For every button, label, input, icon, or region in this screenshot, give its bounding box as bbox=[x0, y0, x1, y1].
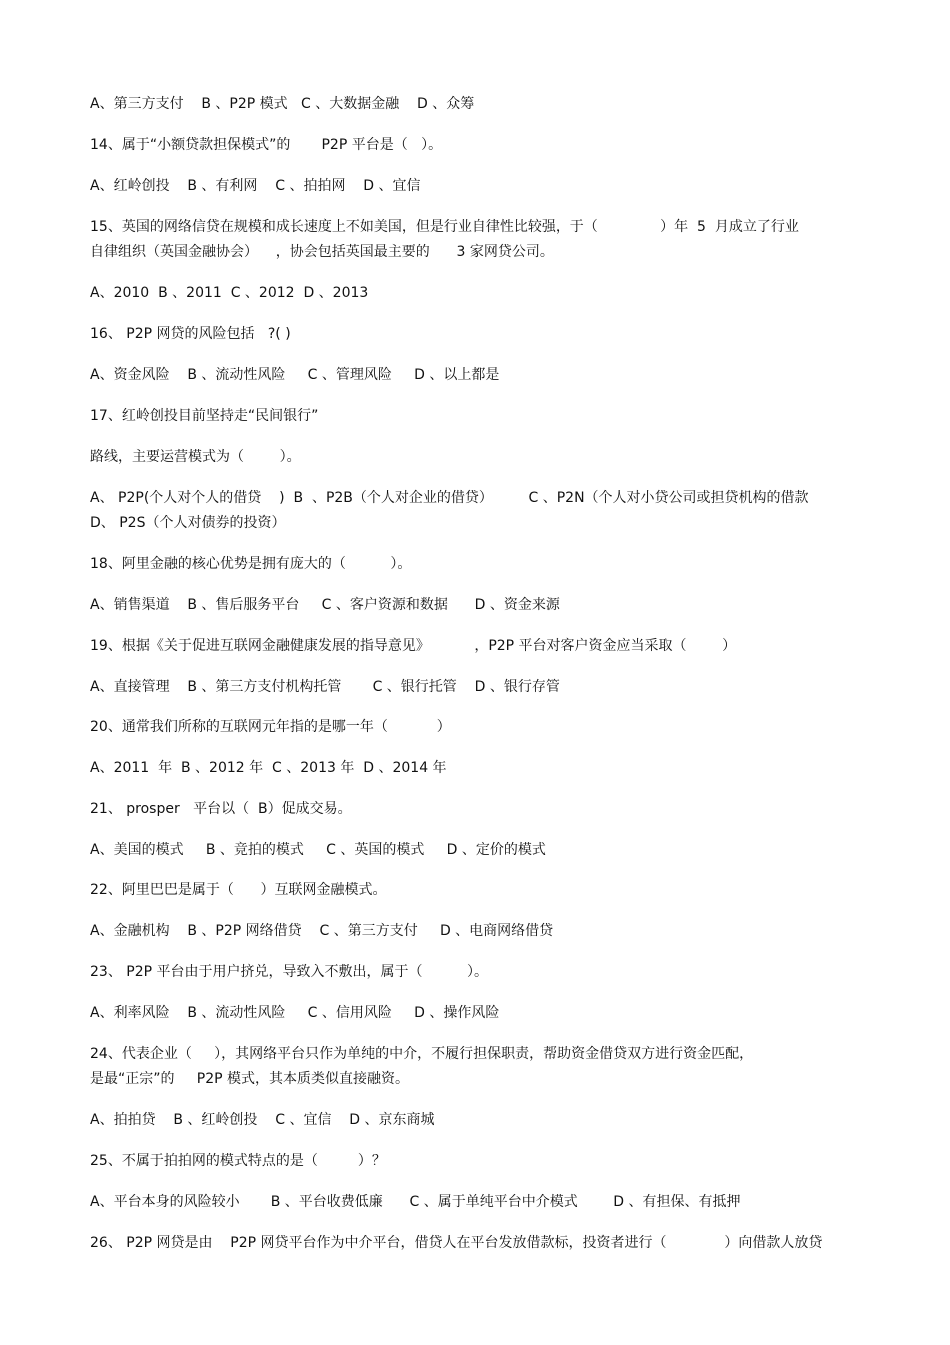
question-17-line-2: 路线，主要运营模式为（ ）。 bbox=[90, 449, 301, 465]
question-22: 22、阿里巴巴是属于（ ）互联网金融模式。 bbox=[90, 882, 387, 898]
option-line-q14: A、红岭创投 B 、有利网 C 、拍拍网 D 、宜信 bbox=[90, 178, 421, 194]
option-line-q18: A、销售渠道 B 、售后服务平台 C 、客户资源和数据 D 、资金来源 bbox=[90, 597, 560, 613]
option-line-q13: A、第三方支付 B 、P2P 模式 C 、大数据金融 D 、众筹 bbox=[90, 96, 475, 112]
option-line-q22: A、金融机构 B 、P2P 网络借贷 C 、第三方支付 D 、电商网络借贷 bbox=[90, 923, 554, 939]
option-line-q16: A、资金风险 B 、流动性风险 C 、管理风险 D 、以上都是 bbox=[90, 367, 500, 383]
question-25: 25、不属于拍拍网的模式特点的是（ ）？ bbox=[90, 1153, 386, 1169]
question-15-line-1: 15、英国的网络信贷在规模和成长速度上不如美国，但是行业自律性比较强，于（ ）年 5 月成立了行业 bbox=[90, 219, 799, 235]
question-19: 19、根据《关于促进互联网金融健康发展的指导意见》 ，P2P 平台对客户资金应当采取（ ） bbox=[90, 638, 737, 654]
question-24-line-1: 24、代表企业（ ），其网络平台只作为单纯的中介，不履行担保职责，帮助资金借贷双方进行资金匹配， bbox=[90, 1046, 754, 1062]
question-14: 14、属于“小额贷款担保模式”的 P2P 平台是（ ）。 bbox=[90, 137, 443, 153]
option-line-q19: A、直接管理 B 、第三方支付机构托管 C 、银行托管 D 、银行存管 bbox=[90, 679, 560, 695]
question-23: 23、 P2P 平台由于用户挤兑，导致入不敷出，属于（ ）。 bbox=[90, 964, 489, 980]
option-line-q17-2: D、 P2S（个人对债券的投资） bbox=[90, 515, 286, 531]
question-16: 16、 P2P 网贷的风险包括 ?( ) bbox=[90, 326, 291, 342]
question-20: 20、通常我们所称的互联网元年指的是哪一年（ ） bbox=[90, 719, 451, 735]
option-line-q21: A、美国的模式 B 、竞拍的模式 C 、英国的模式 D 、定价的模式 bbox=[90, 842, 546, 858]
question-18: 18、阿里金融的核心优势是拥有庞大的（ ）。 bbox=[90, 556, 412, 572]
option-line-q20: A、2011 年 B 、2012 年 C 、2013 年 D 、2014 年 bbox=[90, 760, 447, 776]
question-24-line-2: 是最“正宗”的 P2P 模式，其本质类似直接融资。 bbox=[90, 1071, 409, 1087]
option-line-q24: A、拍拍贷 B 、红岭创投 C 、宜信 D 、京东商城 bbox=[90, 1112, 435, 1128]
question-15-line-2: 自律组织（英国金融协会） ，协会包括英国最主要的 3 家网贷公司。 bbox=[90, 244, 554, 260]
question-21: 21、 prosper 平台以（ B）促成交易。 bbox=[90, 801, 352, 817]
option-line-q17-1: A、 P2P(个人对个人的借贷 ) B 、P2B（个人对企业的借贷） C 、P2N（个人对小贷公司或担贷机构的借款 bbox=[90, 490, 809, 506]
option-line-q25: A、平台本身的风险较小 B 、平台收费低廉 C 、属于单纯平台中介模式 D 、有担保、有抵押 bbox=[90, 1194, 741, 1210]
question-26: 26、 P2P 网贷是由 P2P 网贷平台作为中介平台，借贷人在平台发放借款标，投资者进行（ ）向借款人放贷 bbox=[90, 1235, 823, 1251]
question-17-line-1: 17、红岭创投目前坚持走“民间银行” bbox=[90, 408, 319, 424]
option-line-q23: A、利率风险 B 、流动性风险 C 、信用风险 D 、操作风险 bbox=[90, 1005, 500, 1021]
option-line-q15: A、2010 B 、2011 C 、2012 D 、2013 bbox=[90, 285, 369, 301]
